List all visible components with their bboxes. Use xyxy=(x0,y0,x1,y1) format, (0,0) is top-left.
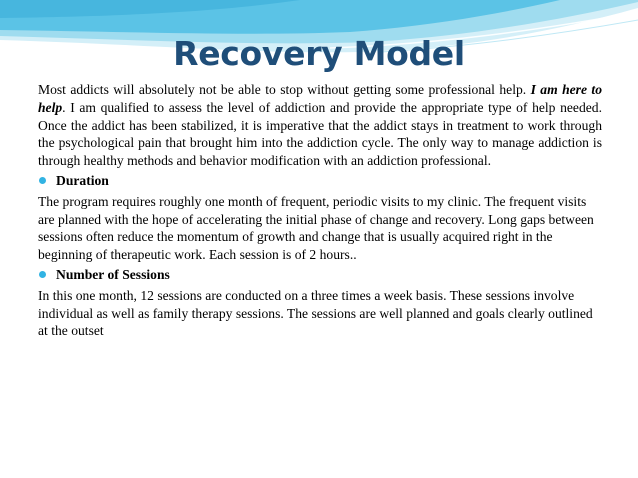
bullet-sessions-heading: Number of Sessions xyxy=(56,266,170,282)
bullet-duration-heading: Duration xyxy=(56,172,109,188)
intro-text-part2: . I am qualified to assess the level of addiction and provide the appropriate type of help needed. Once the addict has been stabilized, it is imperative that the addict stays in treatment to work through the psychological pain that brought him into the addiction cycle. The only way to manage addiction is through healthy methods and behavior modification with an addiction professional. xyxy=(38,99,602,169)
bullet-number-of-sessions xyxy=(38,266,602,284)
filled-circle-bullet-icon xyxy=(39,177,46,184)
sessions-paragraph: In this one month, 12 sessions are conducted on a three times a week basis. These sessions involve individual as well as family therapy sessions. The sessions are well planned and goals clearly outlined at the outset xyxy=(38,287,593,339)
bullet-duration xyxy=(38,172,602,190)
filled-circle-bullet-icon xyxy=(39,271,46,278)
intro-text-part1: Most addicts will absolutely not be able to stop without getting some professional help. xyxy=(38,82,531,97)
intro-emphasis: I am here to help xyxy=(38,82,602,115)
intro-paragraph xyxy=(38,81,602,170)
slide-content xyxy=(38,81,602,340)
slide-title: Recovery Model xyxy=(173,34,465,73)
duration-paragraph: The program requires roughly one month of frequent, periodic visits to my clinic. The frequent visits are planned with the hope of accelerating the initial phase of change and recovery. Long gaps between sessions often reduce the momentum of growth and change that is usually acquired right in the beginning of therapeutic work. Each session is of 2 hours.. xyxy=(38,193,594,263)
